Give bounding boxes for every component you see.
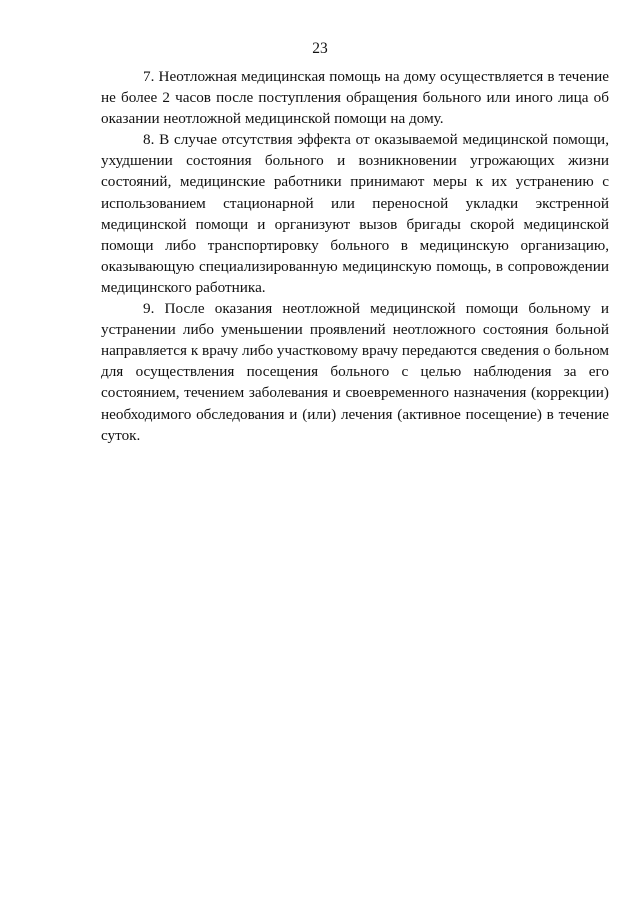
paragraph-8: 8. В случае отсутствия эффекта от оказываемой медицинской помощи, ухудшении состояния больного и возникновении угрожающих жизни состояний, медицинские работники принимают меры к их устранению с использованием стационарной или переносной укладки экстренной медицинской помощи и организуют вызов бригады скорой медицинской помощи либо транспортировку больного в медицинскую организацию, оказывающую специализированную медицинскую помощь, в сопровождении медицинского работника. — [101, 131, 609, 296]
paragraph-9: 9. После оказания неотложной медицинской помощи больному и устранении либо уменьшении проявлений неотложного состояния больной направляется к врачу либо участковому врачу передаются сведения о больном для осуществления посещения больного с целью наблюдения за его состоянием, течением заболевания и своевременного назначения (коррекции) необходимого обследования и (или) лечения (активное посещение) в течение суток. — [101, 300, 609, 444]
document-body — [101, 66, 609, 446]
page-number: 23 — [312, 40, 328, 57]
paragraph-7: 7. Неотложная медицинская помощь на дому осуществляется в течение не более 2 часов после поступления обращения больного или иного лица об оказании неотложной медицинской помощи на дому. — [101, 68, 609, 128]
